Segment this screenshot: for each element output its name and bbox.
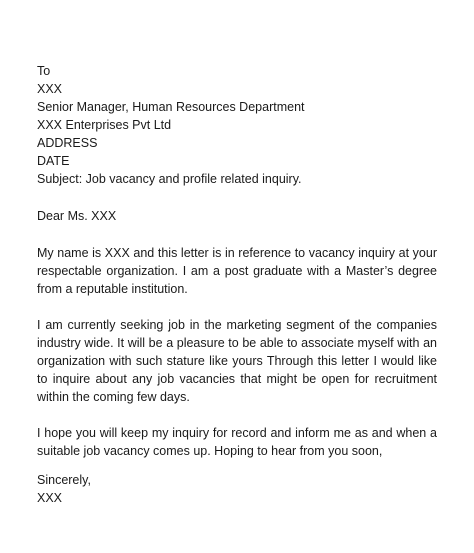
paragraph-inquiry: I am currently seeking job in the marketing segment of the companies industry wide. It will be a pleasure to be able to associate myself with an organization with such stature like yours Through this letter I would like to inquire about any job vacancies that might be open for recruitment within the coming few days.: [37, 318, 437, 404]
recipient-company: XXX Enterprises Pvt Ltd: [37, 118, 172, 132]
salutation: Dear Ms. XXX: [37, 209, 117, 223]
paragraph-closing-request: I hope you will keep my inquiry for record and inform me as and when a suitable job vacancy comes up. Hoping to hear from you soon,: [37, 426, 437, 458]
closing: Sincerely,: [37, 473, 91, 487]
paragraph-introduction: My name is XXX and this letter is in reference to vacancy inquiry at your respectable organization. I am a post graduate with a Master’s degree from a reputable institution.: [37, 246, 437, 296]
signature: XXX: [37, 491, 63, 505]
recipient-title: Senior Manager, Human Resources Department: [37, 100, 305, 114]
recipient-to: To: [37, 64, 51, 78]
recipient-address: ADDRESS: [37, 136, 98, 150]
letter-date: DATE: [37, 154, 70, 168]
letter-subject: Subject: Job vacancy and profile related inquiry.: [37, 172, 302, 186]
recipient-name: XXX: [37, 82, 63, 96]
letter-body: [37, 62, 437, 507]
